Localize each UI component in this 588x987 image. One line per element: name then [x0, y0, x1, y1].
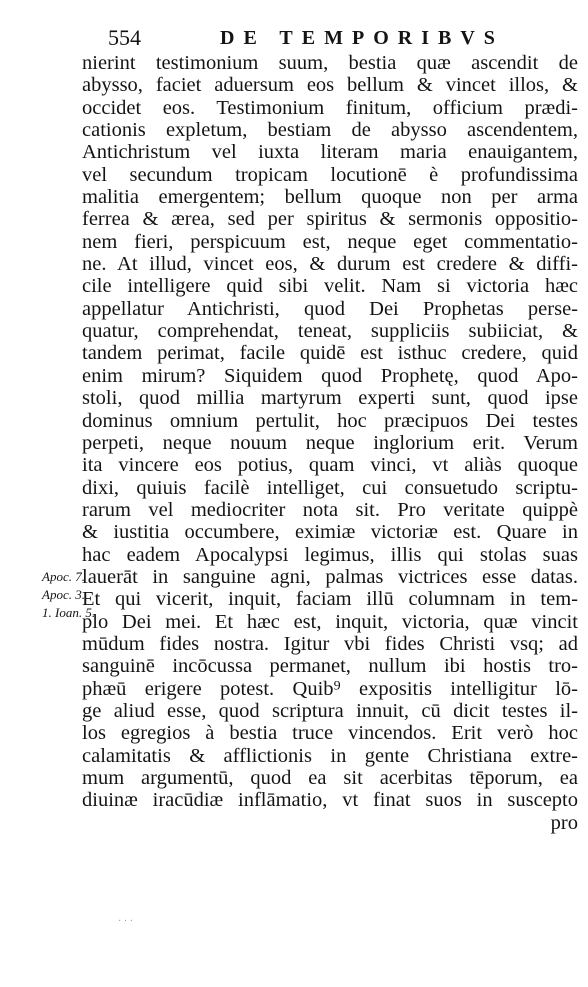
text-line: enim mirum? Siquidem quod Prophetę, quod Apo-: [82, 364, 578, 387]
page-header: [108, 24, 578, 52]
text-line: tandem perimat, facile quidē est isthuc credere, quid: [82, 342, 578, 365]
margin-note: Apoc. 7.: [42, 569, 85, 584]
text-line: abysso, faciet aduersum eos bellum & vincet illos, &: [82, 74, 578, 97]
text-line: rarum vel mediocriter nota sit. Pro veritate quippè: [82, 498, 578, 521]
text-line: plo Dei mei. Et hæc est, inquit, victoria, quæ vincit: [82, 610, 578, 633]
text-line: ne. At illud, vincet eos, & durum est credere & diffi-: [82, 253, 578, 276]
text-line: Et qui vicerit, inquit, faciam illū columnam in tem-: [82, 588, 578, 611]
text-line: dixi, quiuis facilè intelliget, cui consuetudo scriptu-: [82, 476, 578, 499]
text-line: occidet eos. Testimonium finitum, officium prædi-: [82, 96, 578, 119]
margin-note: 1. Ioan. 5.: [42, 605, 96, 620]
catchword: pro: [550, 811, 578, 834]
running-head: DE TEMPORIBVS: [220, 27, 504, 49]
text-line: hac eadem Apocalypsi legimus, illis qui stolas suas: [82, 543, 578, 566]
text-line: perpeti, neque nouum neque inglorium erit. Verum: [82, 431, 578, 454]
ink-speck-mark: · · ·: [118, 916, 133, 927]
text-line: cile intelligere quid sibi velit. Nam si victoria hæc: [82, 275, 578, 298]
text-line: dominus omnium pertulit, hoc præcipuos Dei testes: [82, 409, 578, 432]
text-line: diuinæ iracūdiæ inflāmatio, vt finat suos in suscepto: [82, 789, 578, 812]
text-line: lauerāt in sanguine agni, palmas victrices esse datas.: [82, 565, 578, 588]
text-line: stoli, quod millia martyrum experti sunt, quod ipse: [82, 387, 578, 410]
text-line: ge aliud esse, quod scriptura innuit, cū dicit testes il-: [82, 699, 578, 722]
text-line: Antichristum vel iuxta literam maria enauigantem,: [82, 141, 578, 164]
page-number: 554: [108, 25, 141, 50]
text-line: malitia emergentem; bellum quoque non per arma: [82, 186, 578, 209]
text-line: & iustitia occumbere, eximiæ victoriæ est. Quare in: [82, 521, 578, 544]
margin-note: Apoc. 3.: [42, 587, 85, 602]
text-line: vel secundum tropicam locutionē è profundissima: [82, 163, 578, 186]
text-line: los egregios à bestia truce vincendos. Erit verò hoc: [82, 722, 578, 745]
text-line: phæū erigere potest. Quib⁹ expositis intelligitur lō-: [82, 677, 578, 700]
text-line: mum argumentū, quod ea sit acerbitas tēporum, ea: [82, 767, 578, 789]
text-line: nierint testimonium suum, bestia quæ ascendit de: [82, 52, 578, 74]
text-line: ferrea & ærea, sed per spiritus & sermonis oppositio-: [82, 208, 578, 231]
body-text: [82, 52, 578, 834]
text-line: ita vincere eos potius, quam vinci, vt aliàs quoque: [82, 454, 578, 477]
text-line: nem fieri, perspicuum est, neque eget commentatio-: [82, 230, 578, 253]
margin-notes: [42, 568, 106, 622]
text-line: appellatur Antichristi, quod Dei Prophetas perse-: [82, 297, 578, 320]
text-line: sanguinē incōcussa permanet, nullum ibi hostis tro-: [82, 655, 578, 678]
text-line: cationis expletum, bestiam de abysso ascendentem,: [82, 119, 578, 142]
text-line: calamitatis & afflictionis in gente Christiana extre-: [82, 744, 578, 767]
text-line: mūdum fides nostra. Igitur vbi fides Christi vsq; ad: [82, 632, 578, 655]
text-line: quatur, comprehendat, teneat, suppliciis subiiciat, &: [82, 320, 578, 343]
